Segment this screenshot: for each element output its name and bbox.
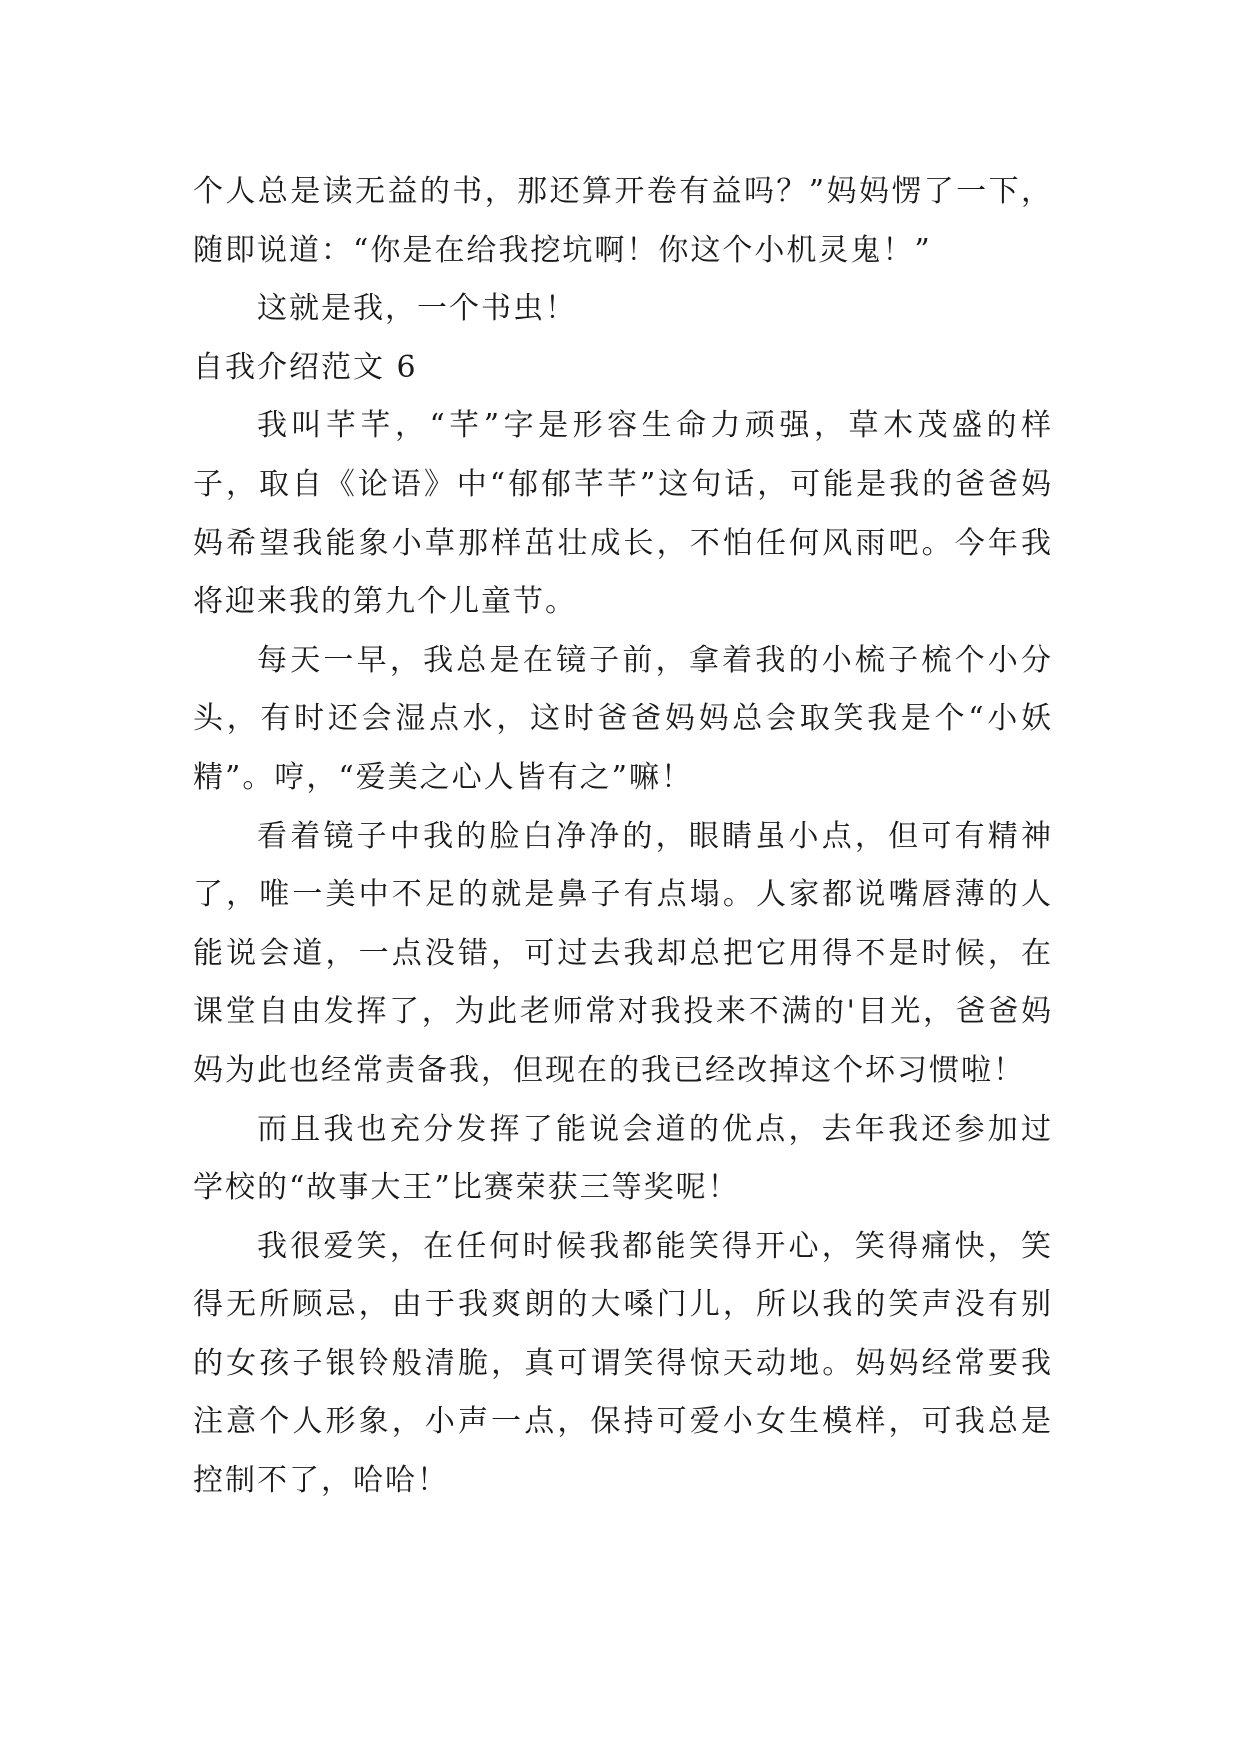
paragraph: 我很爱笑，在任何时候我都能笑得开心，笑得痛快，笑得无所顾忌，由于我爽朗的大嗓门儿，所以我的笑声没有别的女孩子银铃般清脆，真可谓笑得惊天动地。妈妈经常要我注意个人形象，小声一点，保持可爱小女生模样，可我总是控制不了，哈哈！ [193,1228,1053,1499]
paragraph: 个人总是读无益的书，那还算开卷有益吗？”妈妈愣了一下，随即说道：“你是在给我挖坑啊！你这个小机灵鬼！” [193,174,1053,268]
paragraph: 而且我也充分发挥了能说会道的优点，去年我还参加过学校的“故事大王”比赛荣获三等奖呢！ [193,1111,1053,1206]
document-body [193,163,1053,1511]
paragraph: 看着镜子中我的脸白净净的，眼睛虽小点，但可有精神了，唯一美中不足的就是鼻子有点塌。人家都说嘴唇薄的人能说会道，一点没错，可过去我却总把它用得不是时候，在课堂自由发挥了，为此老师常对我投来不满的'目光，爸爸妈妈为此也经常责备我，但现在的我已经改掉这个坏习惯啦！ [193,818,1053,1088]
paragraph: 我叫芊芊，“芊”字是形容生命力顽强，草木茂盛的样子，取自《论语》中“郁郁芊芊”这句话，可能是我的爸爸妈妈希望我能象小草那样茁壮成长，不怕任何风雨吧。今年我将迎来我的第九个儿童节。 [193,408,1053,620]
paragraph: 每天一早，我总是在镜子前，拿着我的小梳子梳个小分头，有时还会湿点水，这时爸爸妈妈总会取笑我是个“小妖精”。哼，“爱美之心人皆有之”嘛！ [193,642,1053,795]
section-heading: 自我介绍范文 6 [193,349,418,385]
paragraph: 这就是我，一个书虫！ [257,291,577,327]
